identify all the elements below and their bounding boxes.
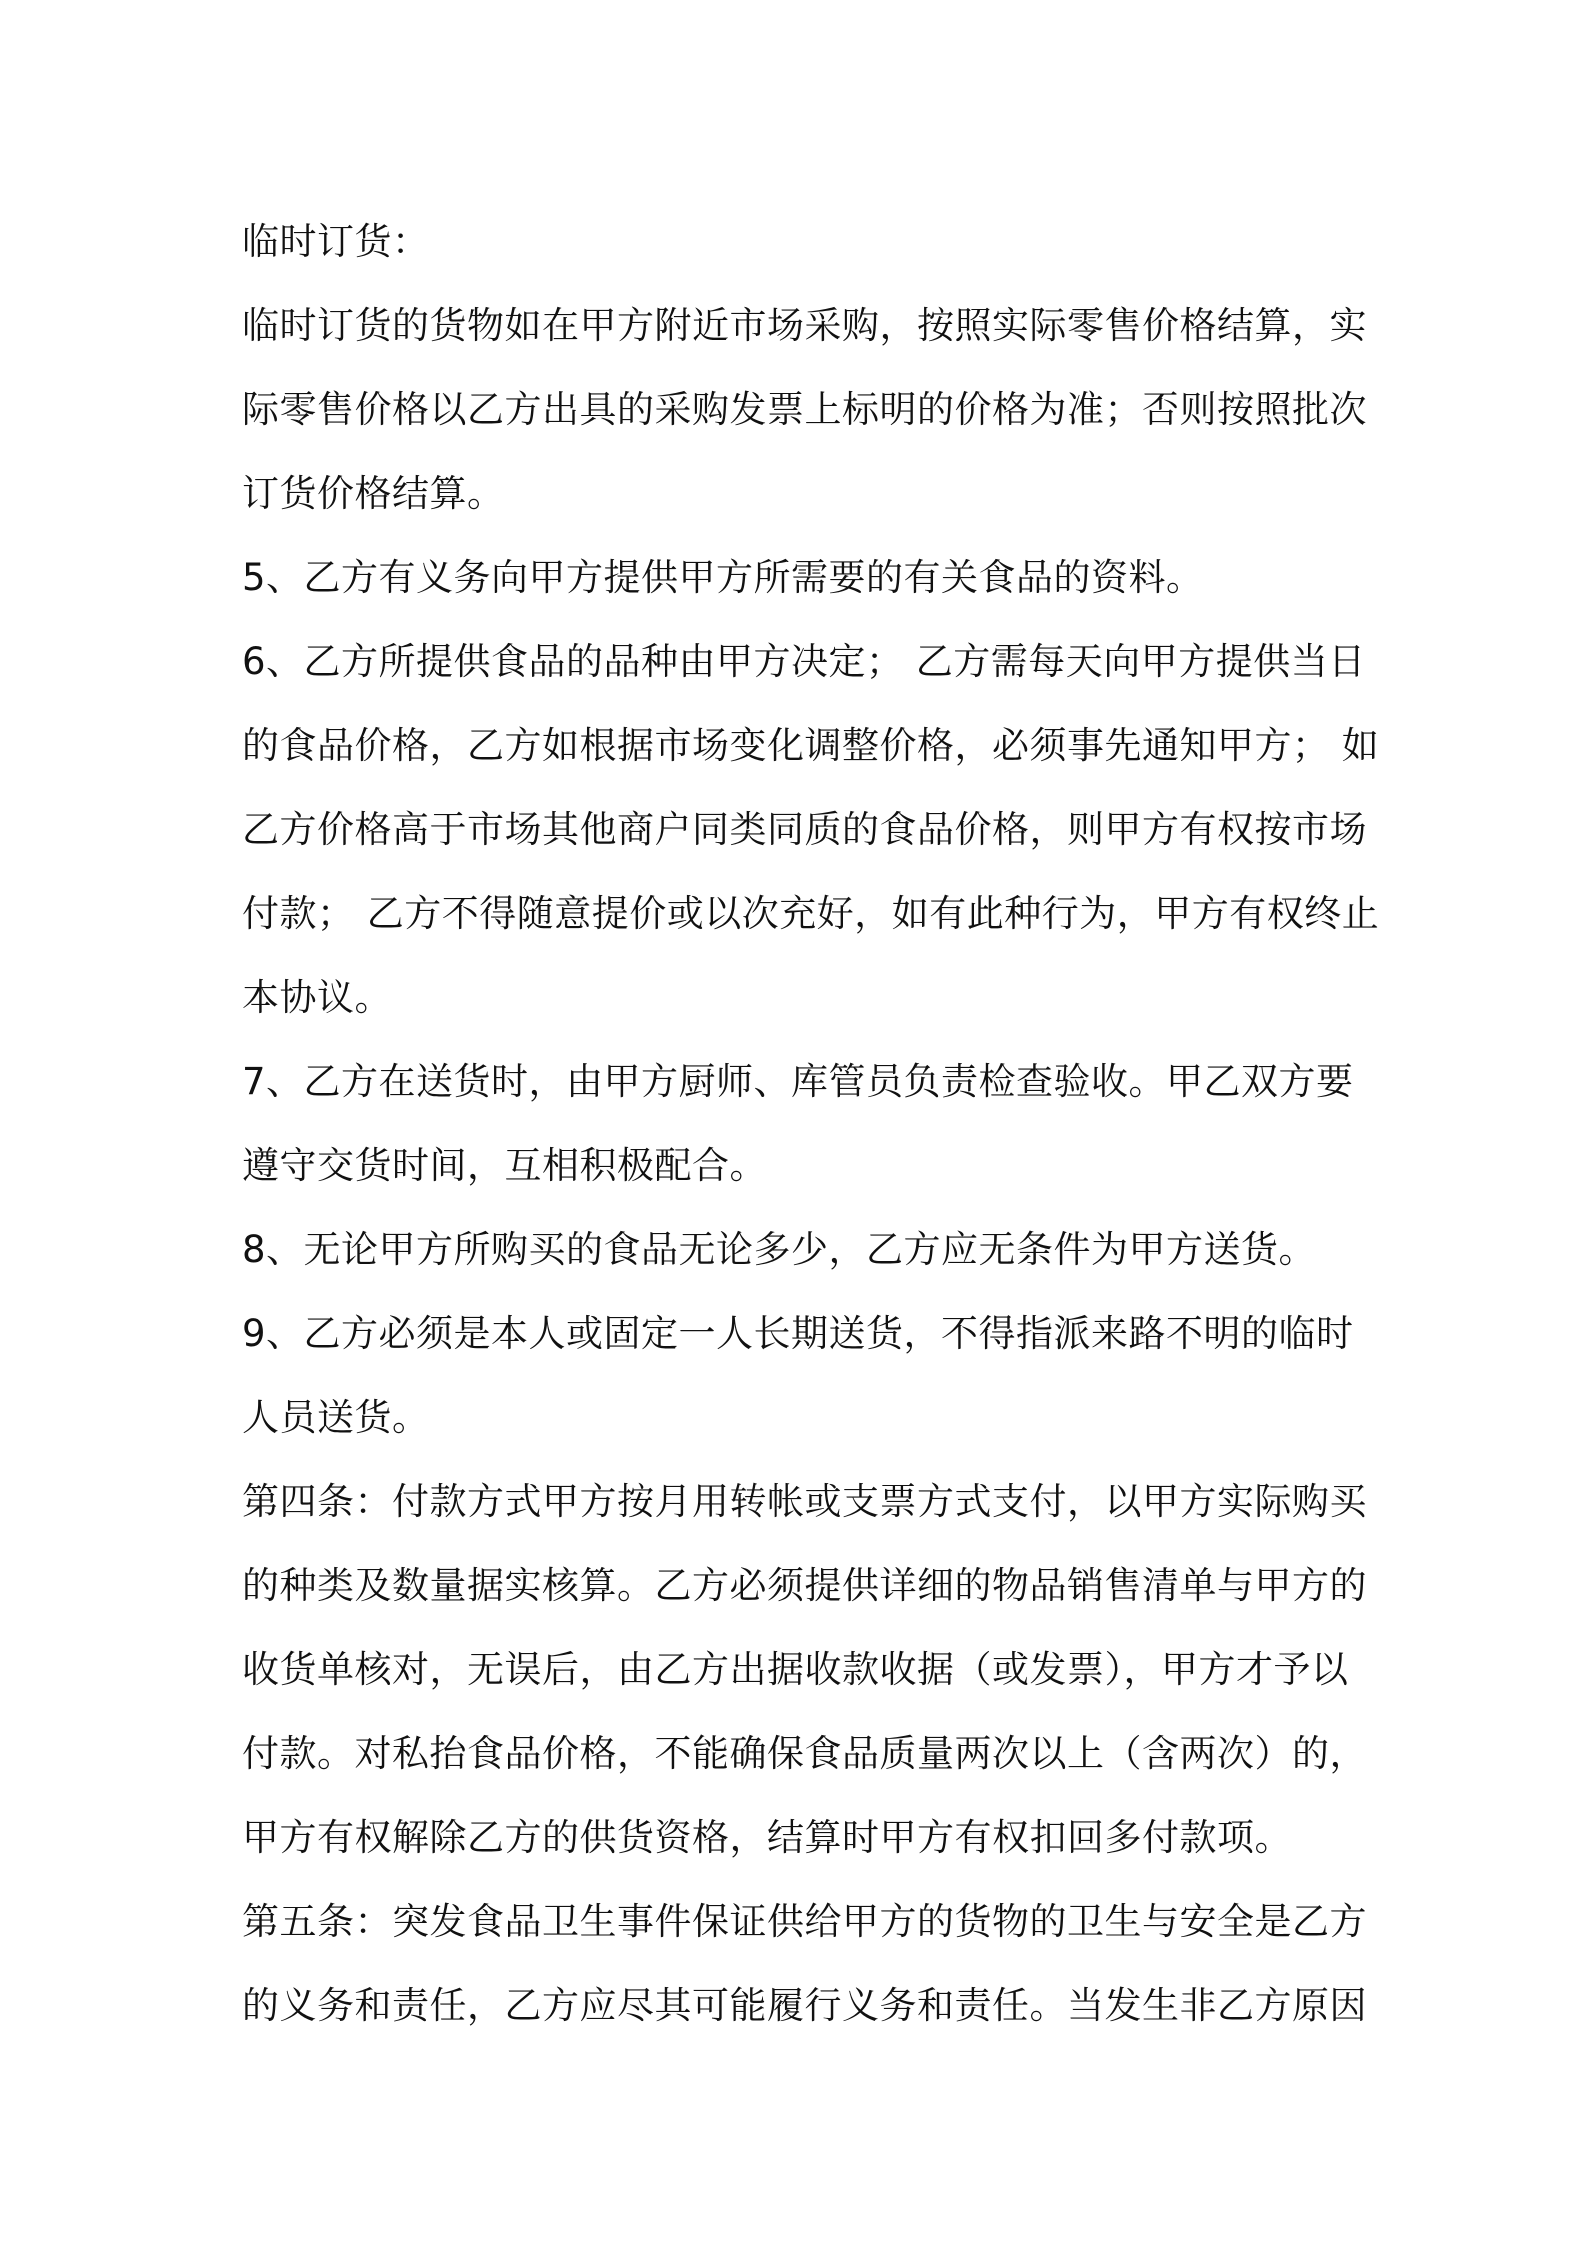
text-line: 第四条：付款方式甲方按月用转帐或支票方式支付，以甲方实际购买	[242, 1480, 1367, 1523]
text-line: 遵守交货时间，互相积极配合。	[242, 1144, 767, 1187]
clause-8	[242, 1208, 1354, 1292]
clause-5	[242, 536, 1354, 620]
clause-9	[242, 1292, 1354, 1460]
text-line: 付款； 乙方不得随意提价或以次充好，如有此种行为，甲方有权终止	[242, 892, 1380, 935]
article-4-payment	[242, 1460, 1367, 1880]
text-line: 的食品价格，乙方如根据市场变化调整价格，必须事先通知甲方； 如	[242, 724, 1380, 767]
text-line: 5、乙方有义务向甲方提供甲方所需要的有关食品的资料。	[242, 556, 1204, 599]
text-line: 7、乙方在送货时，由甲方厨师、库管员负责检查验收。甲乙双方要	[242, 1060, 1354, 1103]
text-line: 的种类及数量据实核算。乙方必须提供详细的物品销售清单与甲方的	[242, 1564, 1367, 1607]
text-line: 8、无论甲方所购买的食品无论多少，乙方应无条件为甲方送货。	[242, 1228, 1317, 1271]
text-line: 际零售价格以乙方出具的采购发票上标明的价格为准；否则按照批次	[242, 388, 1367, 431]
text-line: 收货单核对，无误后，由乙方出据收款收据（或发票），甲方才予以	[242, 1648, 1349, 1691]
text-line: 人员送货。	[242, 1396, 430, 1439]
text-line: 付款。对私抬食品价格，不能确保食品质量两次以上（含两次）的，	[242, 1732, 1367, 1775]
text-line: 临时订货：	[242, 220, 430, 263]
article-5-food-safety	[242, 1880, 1367, 2048]
text-line: 本协议。	[242, 976, 392, 1019]
document-page	[242, 200, 1380, 2048]
paragraph-temporary-order	[242, 284, 1367, 536]
text-line: 临时订货的货物如在甲方附近市场采购，按照实际零售价格结算，实	[242, 304, 1367, 347]
text-line: 订货价格结算。	[242, 472, 505, 515]
clause-7	[242, 1040, 1354, 1208]
text-line: 乙方价格高于市场其他商户同类同质的食品价格，则甲方有权按市场	[242, 808, 1367, 851]
text-line: 甲方有权解除乙方的供货资格，结算时甲方有权扣回多付款项。	[242, 1816, 1292, 1859]
text-line: 9、乙方必须是本人或固定一人长期送货，不得指派来路不明的临时	[242, 1312, 1354, 1355]
text-line: 6、乙方所提供食品的品种由甲方决定； 乙方需每天向甲方提供当日	[242, 640, 1366, 683]
clause-6	[242, 620, 1380, 1040]
heading-temporary-order	[242, 200, 1354, 284]
text-line: 第五条：突发食品卫生事件保证供给甲方的货物的卫生与安全是乙方	[242, 1900, 1367, 1943]
text-line: 的义务和责任，乙方应尽其可能履行义务和责任。当发生非乙方原因	[242, 1984, 1367, 2027]
